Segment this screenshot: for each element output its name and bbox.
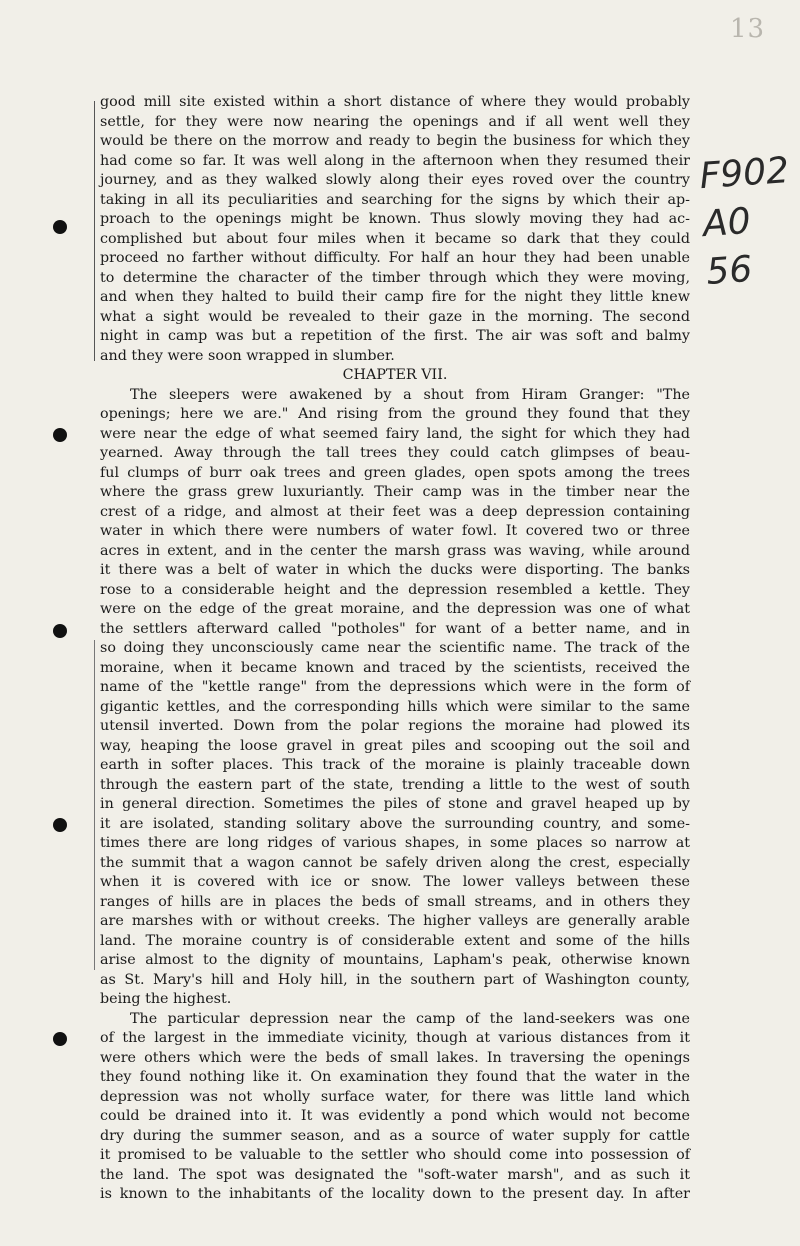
text-line: the summit that a wagon cannot be safely driven along the crest, especially	[100, 854, 690, 871]
text-line: were others which were the beds of small lakes. In traversing the openings	[100, 1049, 690, 1066]
text-line: moraine, when it became known and traced by the scientists, received the	[100, 659, 690, 676]
annotation-call-number: F902	[698, 150, 791, 198]
margin-bracket	[94, 101, 95, 361]
chapter-heading: CHAPTER VII.	[342, 367, 448, 383]
text-line: in general direction. Sometimes the piles of stone and gravel heaped up by	[100, 796, 690, 812]
annotation-number: 56	[704, 248, 754, 293]
binder-hole	[53, 818, 67, 832]
annotation-code: A0	[701, 200, 752, 246]
page-number: 13	[730, 14, 766, 44]
text-line: so doing they unconsciously came near the scientific name. The track of the	[100, 640, 690, 656]
text-line: land. The moraine country is of considerable extent and some of the hills	[100, 932, 690, 949]
text-line: earth in softer places. This track of the moraine is plainly traceable down	[100, 757, 690, 773]
text-line: being the highest.	[100, 991, 232, 1007]
text-line: yearned. Away through the tall trees they could catch glimpses of beau-	[100, 445, 690, 461]
text-line: it promised to be valuable to the settler who should come into possession of	[100, 1147, 690, 1163]
text-line: it there was a belt of water in which the ducks were disporting. The banks	[100, 562, 690, 578]
text-line: could be drained into it. It was evidently a pond which would not become	[100, 1108, 690, 1124]
text-line: night in camp was but a repetition of the first. The air was soft and balmy	[100, 328, 690, 344]
text-line: name of the "kettle range" from the depressions which were in the form of	[100, 679, 690, 695]
text-line: acres in extent, and in the center the marsh grass was waving, while around	[100, 542, 690, 559]
text-line: way, heaping the loose gravel in great piles and scooping out the soil and	[100, 737, 690, 754]
handwritten-annotations	[698, 147, 798, 297]
text-line: and they were soon wrapped in slumber.	[100, 347, 395, 364]
text-line: where the grass grew luxuriantly. Their camp was in the timber near the	[100, 484, 690, 500]
text-line: proceed no farther without difficulty. For half an hour they had been unable	[100, 250, 690, 266]
text-line: water in which there were numbers of water fowl. It covered two or three	[100, 523, 690, 539]
binder-hole	[53, 1032, 67, 1046]
text-line: complished but about four miles when it became so dark that they could	[100, 230, 690, 247]
body-text	[100, 93, 690, 1205]
text-line: the land. The spot was designated the "soft-water marsh", and as such it	[100, 1166, 690, 1183]
text-line: proach to the openings might be known. Thus slowly moving they had ac-	[100, 211, 690, 227]
text-line: crest of a ridge, and almost at their feet was a deep depression containing	[100, 503, 690, 520]
text-line: The particular depression near the camp of the land-seekers was one	[130, 1010, 690, 1027]
text-line: gigantic kettles, and the corresponding hills which were similar to the same	[100, 698, 690, 715]
text-line: ful clumps of burr oak trees and green glades, open spots among the trees	[100, 464, 690, 481]
margin-bracket	[94, 640, 95, 970]
text-line: when it is covered with ice or snow. The lower valleys between these	[100, 874, 690, 890]
text-line: had come so far. It was well along in the afternoon when they resumed their	[100, 152, 690, 169]
binder-hole	[53, 428, 67, 442]
text-line: would be there on the morrow and ready to begin the business for which they	[100, 133, 690, 149]
text-line: were near the edge of what seemed fairy land, the sight for which they had	[100, 425, 690, 442]
text-line: dry during the summer season, and as a source of water supply for cattle	[100, 1127, 690, 1144]
text-line: were on the edge of the great moraine, and the depression was one of what	[100, 601, 690, 617]
text-line: good mill site existed within a short distance of where they would probably	[100, 94, 690, 110]
text-line: depression was not wholly surface water, for there was little land which	[100, 1088, 690, 1105]
text-line: what a sight would be revealed to their gaze in the morning. The second	[100, 308, 690, 325]
text-line: of the largest in the immediate vicinity, though at various distances from it	[100, 1030, 690, 1046]
text-line: ranges of hills are in places the beds of small streams, and in others they	[100, 893, 690, 910]
text-line: journey, and as they walked slowly along their eyes roved over the country	[100, 172, 690, 188]
text-line: rose to a considerable height and the depression resembled a kettle. They	[100, 581, 690, 598]
text-line: utensil inverted. Down from the polar regions the moraine had plowed its	[100, 718, 690, 734]
text-line: arise almost to the dignity of mountains, Lapham's peak, otherwise known	[100, 952, 690, 968]
text-line: are marshes with or without creeks. The higher valleys are generally arable	[100, 913, 690, 929]
text-line: times there are long ridges of various shapes, in some places so narrow at	[100, 835, 690, 851]
binder-hole	[53, 220, 67, 234]
text-line: The sleepers were awakened by a shout from Hiram Granger: "The	[130, 386, 690, 403]
text-line: the settlers afterward called "potholes" for want of a better name, and in	[100, 620, 690, 637]
text-line: to determine the character of the timber through which they were moving,	[100, 269, 690, 286]
text-line: is known to the inhabitants of the locality down to the present day. In after	[100, 1186, 690, 1202]
text-line: as St. Mary's hill and Holy hill, in the southern part of Washington county,	[100, 971, 690, 988]
text-line: settle, for they were now nearing the openings and if all went well they	[100, 113, 690, 130]
text-line: and when they halted to build their camp fire for the night they little knew	[100, 289, 690, 305]
text-line: through the eastern part of the state, trending a little to the west of south	[100, 776, 690, 793]
text-line: they found nothing like it. On examination they found that the water in the	[100, 1069, 690, 1085]
text-line: it are isolated, standing solitary above the surrounding country, and some-	[100, 815, 690, 832]
text-line: taking in all its peculiarities and searching for the signs by which their ap-	[100, 191, 690, 208]
text-line: openings; here we are." And rising from the ground they found that they	[100, 406, 690, 422]
binder-hole	[53, 624, 67, 638]
